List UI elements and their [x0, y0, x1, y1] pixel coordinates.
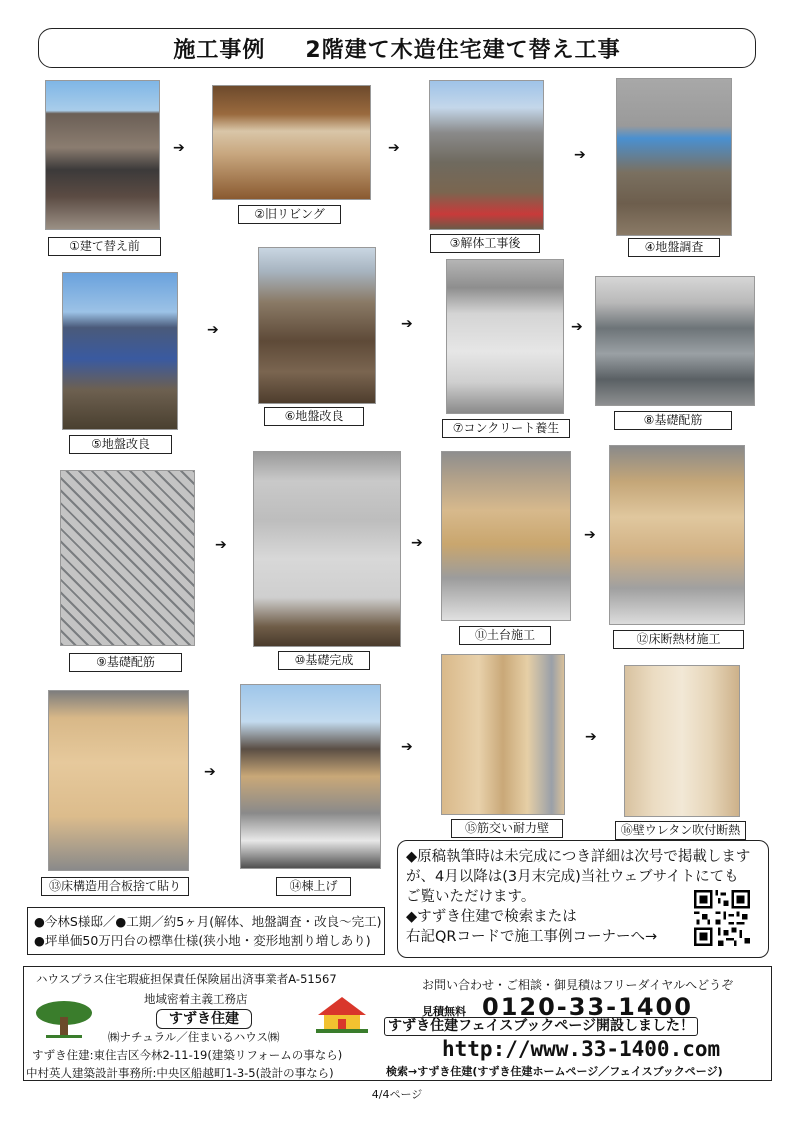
- company-footer: [23, 966, 772, 1081]
- photo-caption: ③解体工事後: [430, 234, 540, 253]
- after-demolition-photo: [429, 80, 544, 230]
- house-logo-icon: [312, 995, 372, 1035]
- address-text: すずき住建:東住吉区今林2-11-19(建築リフォームの事なら): [32, 1048, 343, 1062]
- title-banner: [38, 28, 756, 68]
- floor-insulation-photo: [609, 445, 745, 625]
- arrow-icon: ➔: [401, 739, 413, 755]
- slogan-text: ㈱ナチュラル／住まいるハウス㈱: [108, 1030, 280, 1044]
- framing-raising-photo: [240, 684, 381, 869]
- arrow-icon: ➔: [215, 537, 227, 553]
- notice-line: が、4月以降は(3月末完成)当社ウェブサイトにても: [406, 869, 739, 885]
- arrow-icon: ➔: [207, 322, 219, 338]
- website-url[interactable]: http://www.33-1400.com: [442, 1037, 721, 1061]
- notice-line: ◆すずき住建で検索または: [406, 909, 577, 925]
- photo-caption: ⑬床構造用合板捨て貼り: [41, 877, 189, 896]
- search-text: 検索→すずき住建(すずき住建ホームページ／フェイスブックページ): [386, 1065, 723, 1078]
- ground-improvement-photo: [62, 272, 178, 430]
- phone-number[interactable]: 0120-33-1400: [482, 993, 693, 1021]
- brace-wall-photo: [441, 654, 565, 815]
- ground-improvement-2-photo: [258, 247, 376, 404]
- photo-caption: ⑥地盤改良: [264, 407, 364, 426]
- tagline-text: 地域密着主義工務店: [144, 992, 248, 1006]
- photo-caption: ⑧基礎配筋: [614, 411, 732, 430]
- photo-caption: ①建て替え前: [48, 237, 161, 256]
- arrow-icon: ➔: [411, 535, 423, 551]
- photo-caption: ②旧リビング: [238, 205, 341, 224]
- spec-line: ●今林S様邸／●工期／約5ヶ月(解体、地盤調査・改良～完工): [34, 914, 382, 929]
- notice-line: 右記QRコードで施工事例コーナーへ→: [406, 929, 658, 945]
- spec-line: ●坪単価50万円台の標準仕様(狭小地・変形地割り増しあり): [34, 933, 371, 948]
- ground-survey-photo: [616, 78, 732, 236]
- arrow-icon: ➔: [388, 140, 400, 156]
- photo-caption: ⑦コンクリート養生: [442, 419, 570, 438]
- foundation-complete-photo: [253, 451, 401, 647]
- estimate-label: 見積無料: [422, 1005, 466, 1018]
- notice-line: ◆原稿執筆時は未完成につき詳細は次号で掲載します: [406, 849, 751, 865]
- address-text: 中村英人建築設計事務所:中央区船越町1-3-5(設計の事なら): [26, 1066, 334, 1080]
- arrow-icon: ➔: [401, 316, 413, 332]
- contact-text: お問い合わせ・ご相談・御見積はフリーダイヤルへどうぞ: [422, 978, 734, 992]
- spec-box: [27, 907, 385, 955]
- notice-line: ご覧いただけます。: [406, 889, 536, 905]
- foundation-rebar-photo: [595, 276, 755, 406]
- photo-caption: ⑯壁ウレタン吹付断熱: [615, 821, 746, 840]
- brand-logo: すずき住建: [156, 1009, 252, 1029]
- arrow-icon: ➔: [173, 140, 185, 156]
- foundation-rebar-2-photo: [60, 470, 195, 646]
- facebook-banner[interactable]: すずき住建フェイスブックページ開設しました！: [384, 1017, 698, 1036]
- photo-caption: ④地盤調査: [628, 238, 720, 257]
- section-label: 施工事例: [173, 37, 266, 63]
- photo-caption: ⑫床断熱材施工: [613, 630, 744, 649]
- arrow-icon: ➔: [571, 319, 583, 335]
- arrow-icon: ➔: [585, 729, 597, 745]
- registration-text: ハウスプラス住宅瑕疵担保責任保険届出済事業者A-51567: [36, 972, 337, 986]
- photo-caption: ⑩基礎完成: [278, 651, 370, 670]
- arrow-icon: ➔: [574, 147, 586, 163]
- photo-caption: ⑭棟上げ: [276, 877, 351, 896]
- arrow-icon: ➔: [584, 527, 596, 543]
- urethane-insulation-photo: [624, 665, 740, 817]
- page-number: 4/4ページ: [371, 1088, 423, 1101]
- arrow-icon: ➔: [204, 764, 216, 780]
- old-living-room-photo: [212, 85, 371, 200]
- photo-caption: ⑨基礎配筋: [69, 653, 182, 672]
- page-title: 2階建て木造住宅建て替え工事: [305, 37, 621, 63]
- photo-caption: ⑤地盤改良: [69, 435, 172, 454]
- concrete-curing-photo: [446, 259, 564, 414]
- house-before-photo: [45, 80, 160, 230]
- sill-construction-photo: [441, 451, 571, 621]
- qr-code-icon[interactable]: [694, 890, 750, 946]
- photo-caption: ⑪土台施工: [459, 626, 551, 645]
- floor-plywood-photo: [48, 690, 189, 871]
- photo-caption: ⑮筋交い耐力壁: [451, 819, 563, 838]
- tree-logo-icon: [34, 999, 94, 1039]
